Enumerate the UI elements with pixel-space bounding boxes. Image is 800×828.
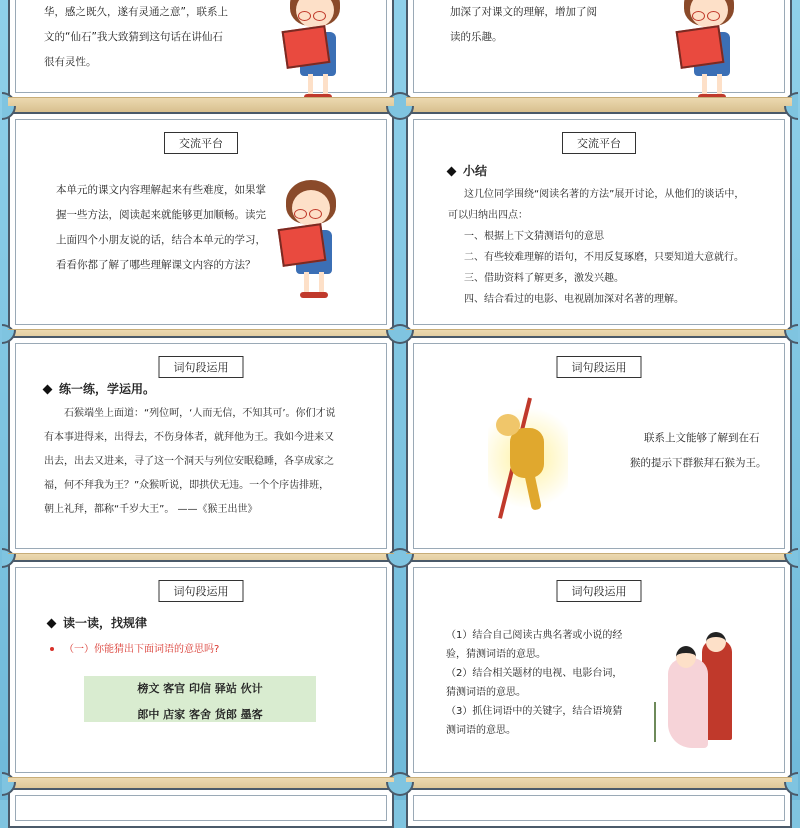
word-row: 榜文 客官 印信 驿站 伙计 xyxy=(137,682,263,695)
word-row: 郎中 店家 客舍 货郎 墨客 xyxy=(137,708,263,721)
list-item: 二、有些较难理解的语句，不用反复琢磨，只要知道大意就行。 xyxy=(464,252,744,263)
section-tag: 词句段运用 xyxy=(159,580,244,602)
text-line: 石猴端坐上面道：“列位呵，‘人而无信，不知其可’。你们才说 xyxy=(64,408,336,419)
slide-3-text xyxy=(56,178,266,278)
slide-2-text xyxy=(450,0,597,50)
text-line: 猴的提示下群猴拜石猴为王。 xyxy=(630,457,767,469)
text-line: 华，感之既久，遂有灵通之意”，联系上 xyxy=(44,6,228,18)
text-line: 有本事进得来，出得去，不伤身体者，就拜他为王。我如今进来又 xyxy=(44,432,334,443)
list-item: 四、结合看过的电影、电视剧加深对名著的理解。 xyxy=(464,294,684,305)
text-line: 本单元的课文内容理解起来有些难度，如果掌 xyxy=(56,184,266,196)
slide-7[interactable] xyxy=(8,560,394,780)
summary-text xyxy=(448,184,744,310)
intro-line: 这几位同学围绕“阅读名著的方法”展开讨论，从他们的谈话中， xyxy=(464,189,745,200)
slide-4[interactable] xyxy=(406,112,792,332)
slide-9[interactable] xyxy=(8,788,394,828)
monkey-king-illustration xyxy=(488,398,568,518)
section-heading: 练一练，学运用。 xyxy=(44,380,155,397)
methods-text xyxy=(446,626,622,740)
text-line: 联系上文能够了解到在石 xyxy=(644,432,760,444)
slide-5[interactable] xyxy=(8,336,394,556)
text-line: 出去，出去又进来，寻了这一个洞天与列位安眠稳睡，各享成家之 xyxy=(44,456,334,467)
text-line: 看看你都了解了哪些理解课文内容的方法？ xyxy=(56,259,256,271)
text-line: 读的乐趣。 xyxy=(450,31,503,43)
question-line: （一）你能猜出下面词语的意思吗? xyxy=(50,640,219,655)
slide-3[interactable] xyxy=(8,112,394,332)
slide-1[interactable] xyxy=(8,0,394,100)
text-line: 上面四个小朋友说的话，结合本单元的学习， xyxy=(56,234,266,246)
text-line: 验，猜测词语的意思。 xyxy=(446,649,546,660)
diamond-bullet-icon xyxy=(47,619,57,629)
text-line: 测词语的意思。 xyxy=(446,725,516,736)
text-line: 朝上礼拜，都称“千岁大王”。 ——《猴王出世》 xyxy=(44,504,258,515)
section-tag: 词句段运用 xyxy=(159,356,244,378)
text-line: （3）抓住词语中的关键字，结合语境猜 xyxy=(446,706,623,717)
text-line: 很有灵性。 xyxy=(44,56,97,68)
section-tag: 交流平台 xyxy=(164,132,238,154)
text-line: 加深了对课文的理解，增加了阅 xyxy=(450,6,597,18)
slide-1-text xyxy=(44,0,228,75)
girl-reading-illustration xyxy=(280,0,350,102)
passage-text xyxy=(44,402,336,522)
section-heading: 小结 xyxy=(448,162,487,179)
list-item: 一、根据上下文猜测语句的意思 xyxy=(464,231,604,242)
text-line: （1）结合自己阅读古典名著或小说的经 xyxy=(446,630,623,641)
text-line: 握一些方法，阅读起来就能够更加顺畅。读完 xyxy=(56,209,266,221)
text-line: 福，何不拜我为王？”众猴听说，即拱伏无违。一个个序齿排班， xyxy=(44,480,330,491)
slide-10[interactable] xyxy=(406,788,792,828)
slide-6[interactable] xyxy=(406,336,792,556)
text-line: 文的“仙石”我大致猜到这句话在讲仙石 xyxy=(44,31,223,43)
diamond-bullet-icon xyxy=(43,385,53,395)
section-tag: 词句段运用 xyxy=(557,356,642,378)
word-box xyxy=(84,676,316,722)
section-tag: 词句段运用 xyxy=(557,580,642,602)
diamond-bullet-icon xyxy=(447,167,457,177)
slide-6-text xyxy=(630,426,767,476)
intro-line: 可以归纳出四点： xyxy=(448,210,528,221)
ancient-couple-illustration xyxy=(654,632,754,752)
girl-reading-illustration xyxy=(674,0,744,102)
girl-reading-illustration xyxy=(276,180,346,300)
text-line: （2）结合相关题材的电视、电影台词， xyxy=(446,668,623,679)
section-tag: 交流平台 xyxy=(562,132,636,154)
section-heading: 读一读，找规律 xyxy=(48,614,147,631)
bullet-icon xyxy=(50,647,54,651)
slide-8[interactable] xyxy=(406,560,792,780)
slide-2[interactable] xyxy=(406,0,792,100)
list-item: 三、借助资料了解更多，激发兴趣。 xyxy=(464,273,624,284)
text-line: 猜测词语的意思。 xyxy=(446,687,526,698)
